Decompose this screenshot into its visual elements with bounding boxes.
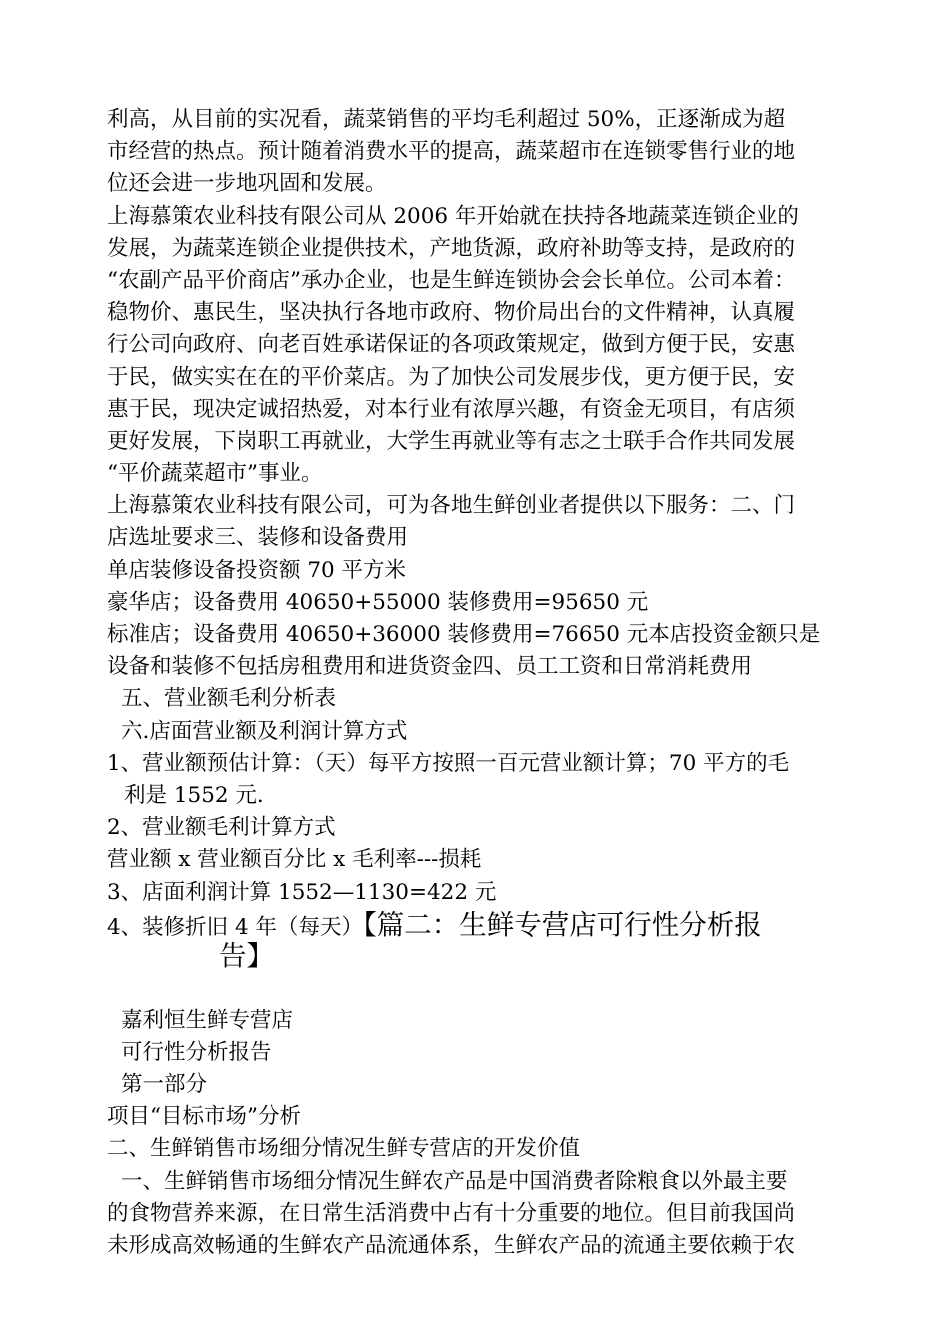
part-two-heading: 【篇二：生鲜专营店可行性分析报 [363, 908, 762, 941]
list-item-1-continued: 利是 1552 元. [124, 782, 264, 808]
part-two-heading-continued: 告】 [219, 939, 274, 972]
spacer [107, 971, 867, 1005]
text-line: 豪华店；设备费用 40650+55000 装修费用=95650 元 [107, 589, 649, 615]
text-line: 标准店；设备费用 40650+36000 装修费用=76650 元本店投资金额只是 [107, 622, 821, 647]
text-line: 单店装修设备投资额 70 平方米 [107, 557, 407, 583]
text-line: “农副产品平价商店”承办企业，也是生鲜连锁协会会长单位。公司本着： [107, 267, 796, 293]
text-line: 设备和装修不包括房租费用和进货资金四、员工工资和日常消耗费用 [107, 654, 753, 680]
text-line: 上海慕策农业科技有限公司从 2006 年开始就在扶持各地蔬菜连锁企业的 [107, 203, 799, 229]
text-line: 稳物价、惠民生，坚决执行各地市政府、物价局出台的文件精神，认真履 [107, 300, 796, 326]
project-heading: 项目“目标市场”分析 [107, 1104, 301, 1130]
text-line: 惠于民，现决定诚招热爱，对本行业有浓厚兴趣，有资金无项目，有店须 [107, 396, 796, 422]
formula-line: 营业额 x 营业额百分比 x 毛利率---损耗 [107, 847, 482, 873]
text-line: 位还会进一步地巩固和发展。 [107, 171, 387, 197]
list-item-4-text: 4、装修折旧 4 年（每天） [107, 914, 364, 940]
text-line: 市经营的热点。预计随着消费水平的提高，蔬菜超市在连锁零售行业的地 [107, 139, 796, 165]
list-item-3: 3、店面利润计算 1552—1130=422 元 [107, 879, 497, 905]
text-line: 利高，从目前的实况看，蔬菜销售的平均毛利超过 50%，正逐渐成为超 [107, 107, 786, 132]
text-line: “平价蔬菜超市”事业。 [107, 461, 323, 487]
section-heading-6: 六.店面营业额及利润计算方式 [121, 718, 408, 744]
text-line: 未形成高效畅通的生鲜农产品流通体系，生鲜农产品的流通主要依赖于农 [107, 1233, 796, 1258]
list-item-1: 1、营业额预估计算：（天）每平方按照一百元营业额计算；70 平方的毛 [107, 750, 790, 776]
part-label: 第一部分 [121, 1072, 208, 1098]
text-line: 的食物营养来源，在日常生活消费中占有十分重要的地位。但目前我国尚 [107, 1200, 796, 1226]
list-item-4 [107, 909, 867, 941]
list-item-2: 2、营业额毛利计算方式 [107, 815, 336, 841]
text-line: 更好发展，下岗职工再就业，大学生再就业等有志之士联手合作共同发展 [107, 428, 796, 454]
text-line: 店选址要求三、装修和设备费用 [107, 525, 409, 551]
document-subtitle: 可行性分析报告 [121, 1039, 272, 1065]
text-line: 行公司向政府、向老百姓承诺保证的各项政策规定，做到方便于民，安惠 [107, 332, 796, 358]
text-line: 发展，为蔬菜连锁企业提供技术，产地货源，政府补助等支持，是政府的 [107, 235, 796, 261]
text-line: 一、生鲜销售市场细分情况生鲜农产品是中国消费者除粮食以外最主要 [121, 1168, 788, 1194]
section-heading-5: 五、营业额毛利分析表 [121, 686, 337, 712]
text-line: 于民，做实实在在的平价菜店。为了加快公司发展步伐，更方便于民，安 [107, 364, 796, 390]
document-title: 嘉利恒生鲜专营店 [121, 1007, 294, 1033]
document-body [107, 104, 867, 1262]
section-heading: 二、生鲜销售市场细分情况生鲜专营店的开发价值 [107, 1136, 581, 1162]
text-line: 上海慕策农业科技有限公司，可为各地生鲜创业者提供以下服务：二、门 [107, 493, 796, 519]
